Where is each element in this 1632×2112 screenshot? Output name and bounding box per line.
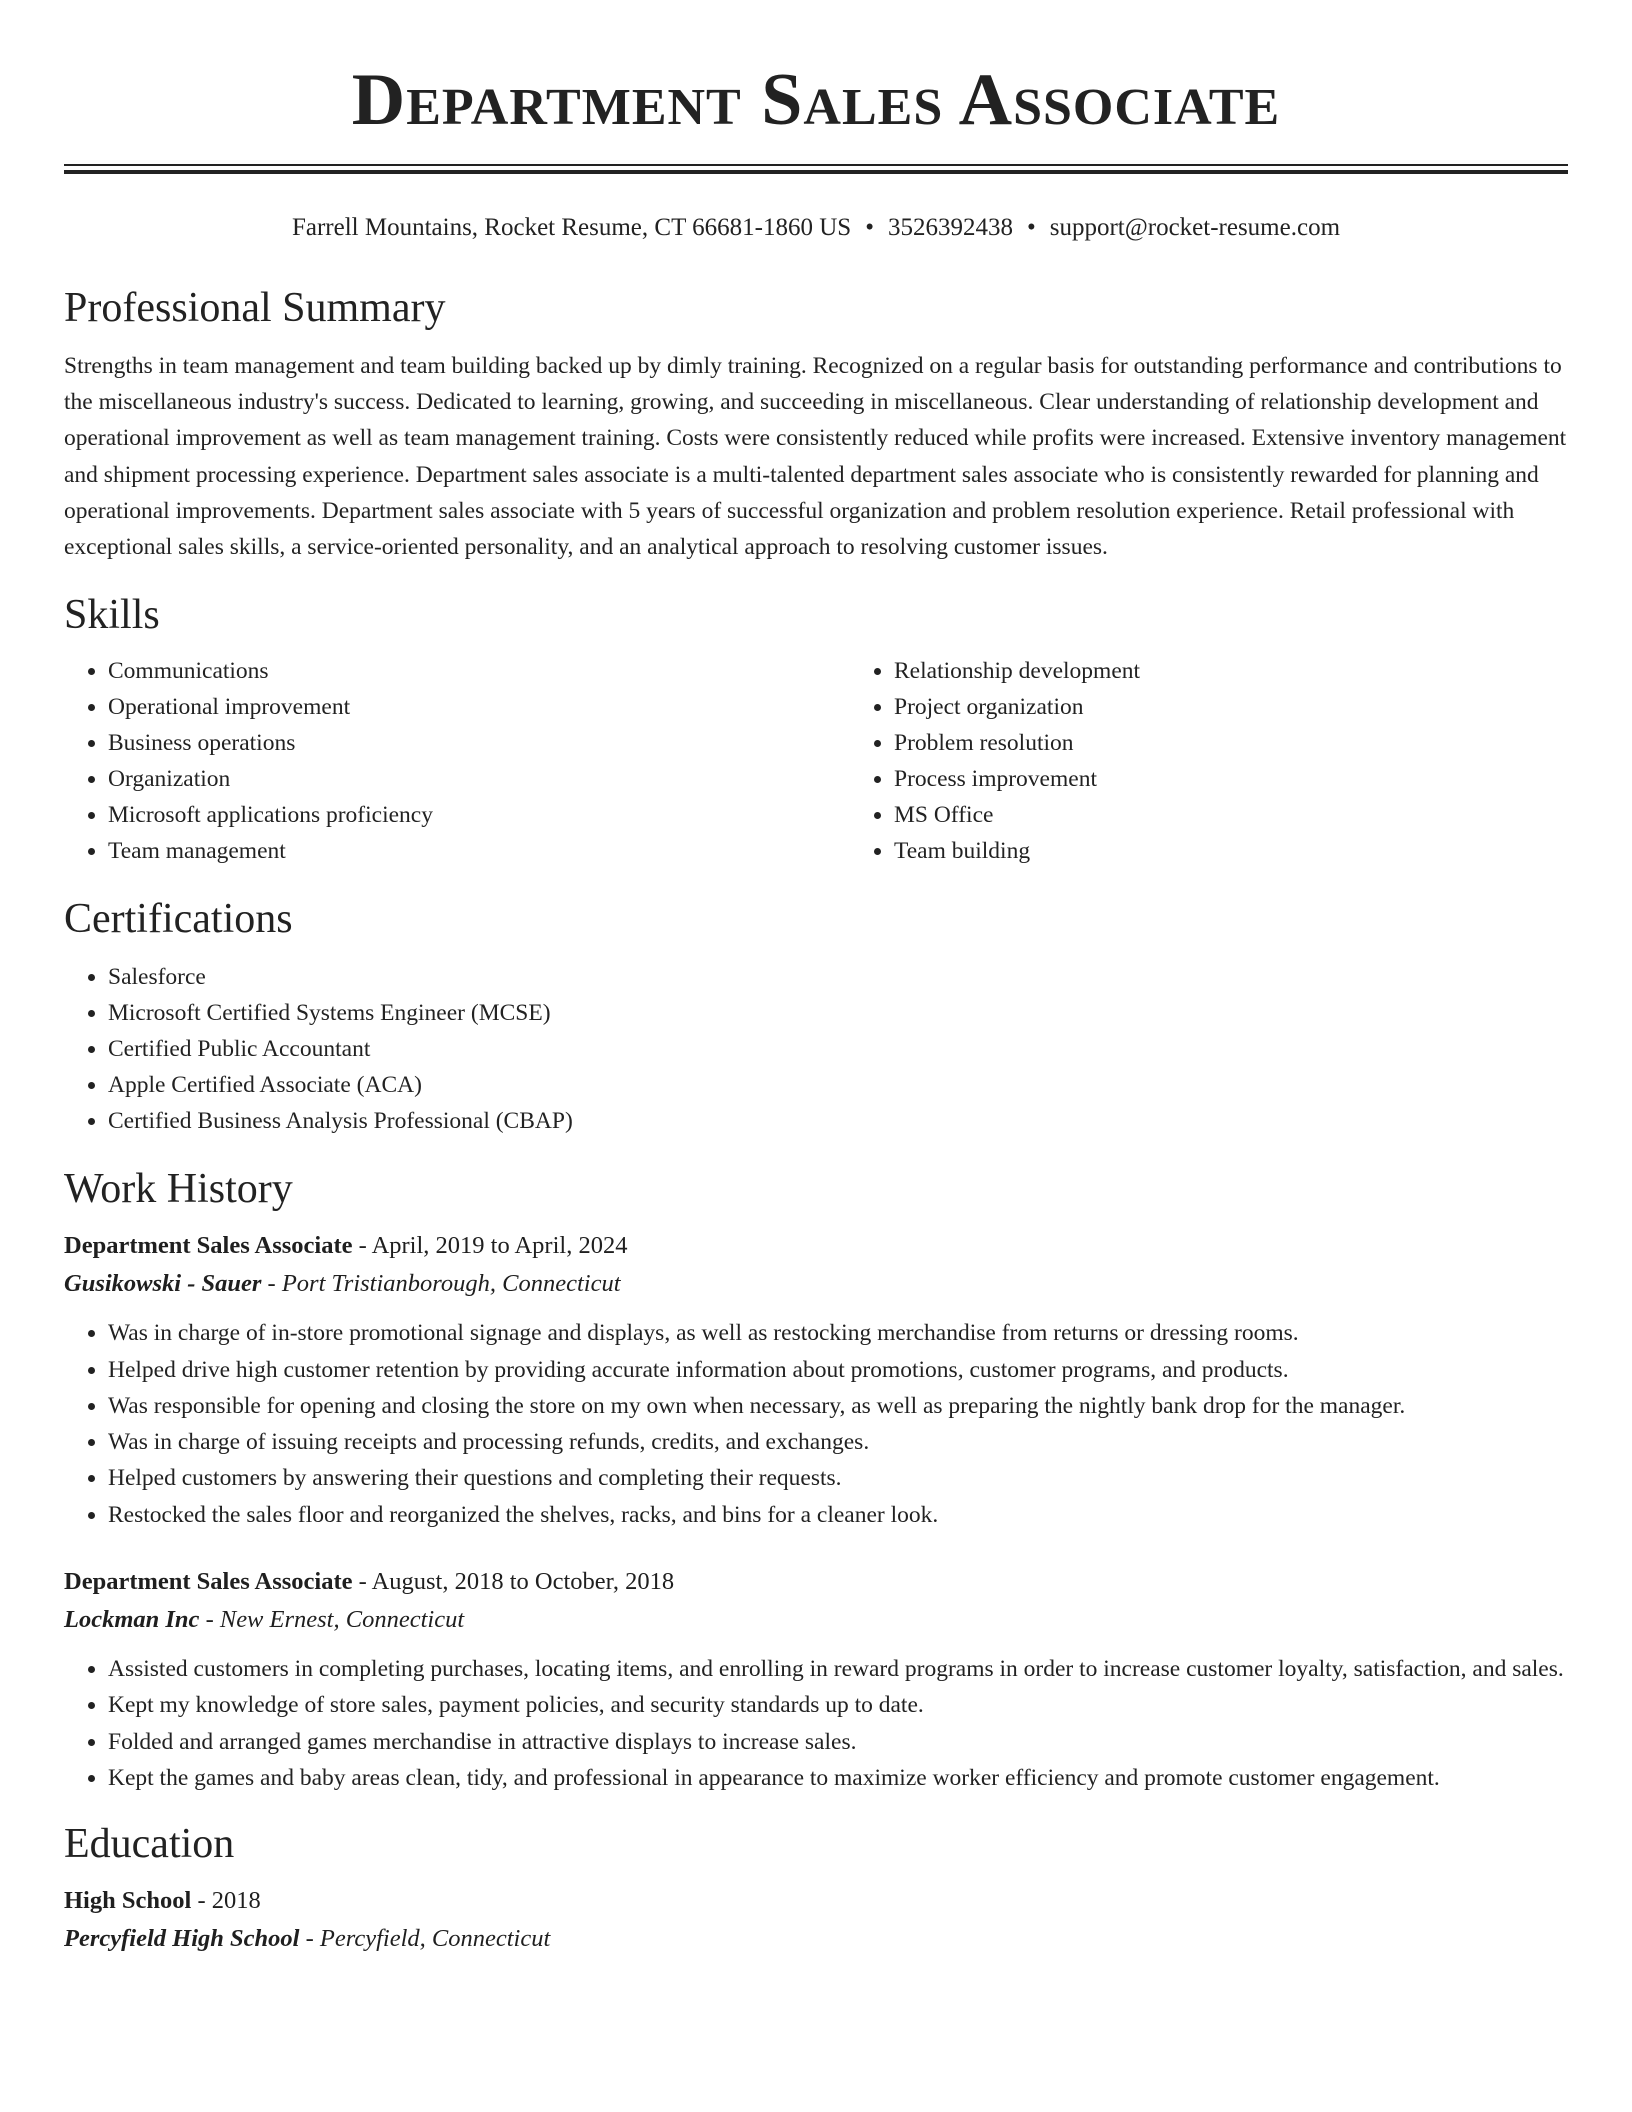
education-school: Percyfield High School	[64, 1925, 300, 1953]
job-bullet: • Was in charge of issuing receipts and processing refunds, credits, and exchanges.	[108, 1424, 1568, 1460]
company-name: Lockman Inc	[64, 1606, 200, 1633]
summary-text: Strengths in team management and team building backed up by dimly training. Recognized on a regular basis for outstanding performance and contributions to the miscellaneous industry's success. Dedicated to learning, growing, and succeeding in miscellaneous. Clear understanding of relationship development and operational improvement as well as team management training. Costs were consistently reduced while profits were increased. Extensive inventory management and shipment processing experience. Department sales associate is a multi-talented department sales associate who is consistently rewarded for planning and operational improvements. Department sales associate with 5 years of successful organization and problem resolution experience. Retail professional with exceptional sales skills, a service-oriented personality, and an analytical approach to resolving customer issues.	[64, 353, 1567, 561]
certification-item: • Apple Certified Associate (ACA)	[108, 1067, 1568, 1103]
skill-item: • Communications	[108, 653, 850, 689]
work-history-heading: Work History	[64, 1166, 293, 1213]
certifications-heading: Certifications	[64, 896, 293, 943]
skills-list-left	[64, 653, 850, 869]
certification-item: • Microsoft Certified Systems Engineer (MCSE)	[108, 995, 1568, 1031]
skills-columns	[64, 653, 1568, 869]
skill-item: • Project organization	[894, 689, 1568, 725]
job-bullet: • Helped customers by answering their questions and completing their requests.	[108, 1460, 1568, 1496]
skill-item: • Operational improvement	[108, 689, 850, 725]
contact-line	[64, 212, 1568, 244]
certification-item: • Salesforce	[108, 959, 1568, 995]
job-dates: - August, 2018 to October, 2018	[352, 1568, 675, 1595]
job-bullet: • Restocked the sales floor and reorganized the shelves, racks, and bins for a cleaner look.	[108, 1497, 1568, 1533]
job-title: Department Sales Associate	[64, 1232, 353, 1260]
education-location: - Percyfield, Connecticut	[299, 1925, 551, 1953]
job-dates: - April, 2019 to April, 2024	[352, 1232, 628, 1260]
job-bullet: • Helped drive high customer retention by providing accurate information about promotions, customer programs, and products.	[108, 1352, 1568, 1388]
job-bullet: • Folded and arranged games merchandise in attractive displays to increase sales.	[108, 1724, 1568, 1760]
job-title-line	[64, 1563, 1568, 1601]
resume-title: Department Sales Associate	[351, 59, 1281, 141]
certification-item: • Certified Public Accountant	[108, 1031, 1568, 1067]
summary-heading: Professional Summary	[64, 285, 446, 331]
job-bullet: • Kept the games and baby areas clean, tidy, and professional in appearance to maximize worker efficiency and promote customer engagement.	[108, 1760, 1568, 1796]
company-line	[64, 1601, 1568, 1639]
title-divider	[64, 164, 1568, 174]
contact-separator: •	[865, 214, 874, 241]
skill-item: • Microsoft applications proficiency	[108, 797, 850, 833]
contact-address: Farrell Mountains, Rocket Resume, CT 66681-1860 US	[291, 214, 852, 241]
divider-thick	[64, 170, 1568, 174]
job-bullet: • Was in charge of in-store promotional signage and displays, as well as restocking merchandise from returns or dressing rooms.	[108, 1315, 1568, 1351]
job-bullets	[64, 1315, 1568, 1533]
skill-item: • Relationship development	[894, 653, 1568, 689]
contact-separator: •	[1026, 214, 1036, 241]
divider-thin	[64, 164, 1568, 166]
certifications-list	[64, 959, 1568, 1139]
skills-list-right	[850, 653, 1568, 869]
job-bullet: • Was responsible for opening and closing the store on my own when necessary, as well as preparing the nightly bank drop for the manager.	[108, 1388, 1568, 1424]
contact-phone: 3526392438	[887, 214, 1013, 241]
skill-item: • Team management	[108, 833, 850, 869]
skill-item: • Organization	[108, 761, 850, 797]
skill-item: • Business operations	[108, 725, 850, 761]
skill-item: • MS Office	[894, 797, 1568, 833]
job-entry	[64, 1227, 1568, 1533]
education-school-line	[64, 1920, 1568, 1958]
job-bullets	[64, 1651, 1568, 1796]
job-bullet: • Kept my knowledge of store sales, payment policies, and security standards up to date.	[108, 1687, 1568, 1723]
education-heading: Education	[64, 1821, 235, 1868]
job-title-line	[64, 1227, 1568, 1265]
skill-item: • Problem resolution	[894, 725, 1568, 761]
skill-item: • Process improvement	[894, 761, 1568, 797]
job-entry	[64, 1563, 1568, 1796]
certification-item: • Certified Business Analysis Professional (CBAP)	[108, 1103, 1568, 1139]
job-bullet: • Assisted customers in completing purchases, locating items, and enrolling in reward programs in order to increase customer loyalty, satisfaction, and sales.	[108, 1651, 1568, 1687]
job-title: Department Sales Associate	[64, 1568, 353, 1595]
contact-email: support@rocket-resume.com	[1049, 214, 1341, 241]
education-year: - 2018	[191, 1887, 261, 1915]
education-degree: High School	[64, 1887, 192, 1915]
education-degree-line	[64, 1882, 1568, 1920]
skills-heading: Skills	[64, 592, 160, 639]
company-location: - Port Tristianborough, Connecticut	[261, 1270, 621, 1298]
company-line	[64, 1265, 1568, 1303]
company-name: Gusikowski - Sauer	[64, 1270, 262, 1298]
company-location: - New Ernest, Connecticut	[199, 1606, 465, 1633]
skill-item: • Team building	[894, 833, 1568, 869]
